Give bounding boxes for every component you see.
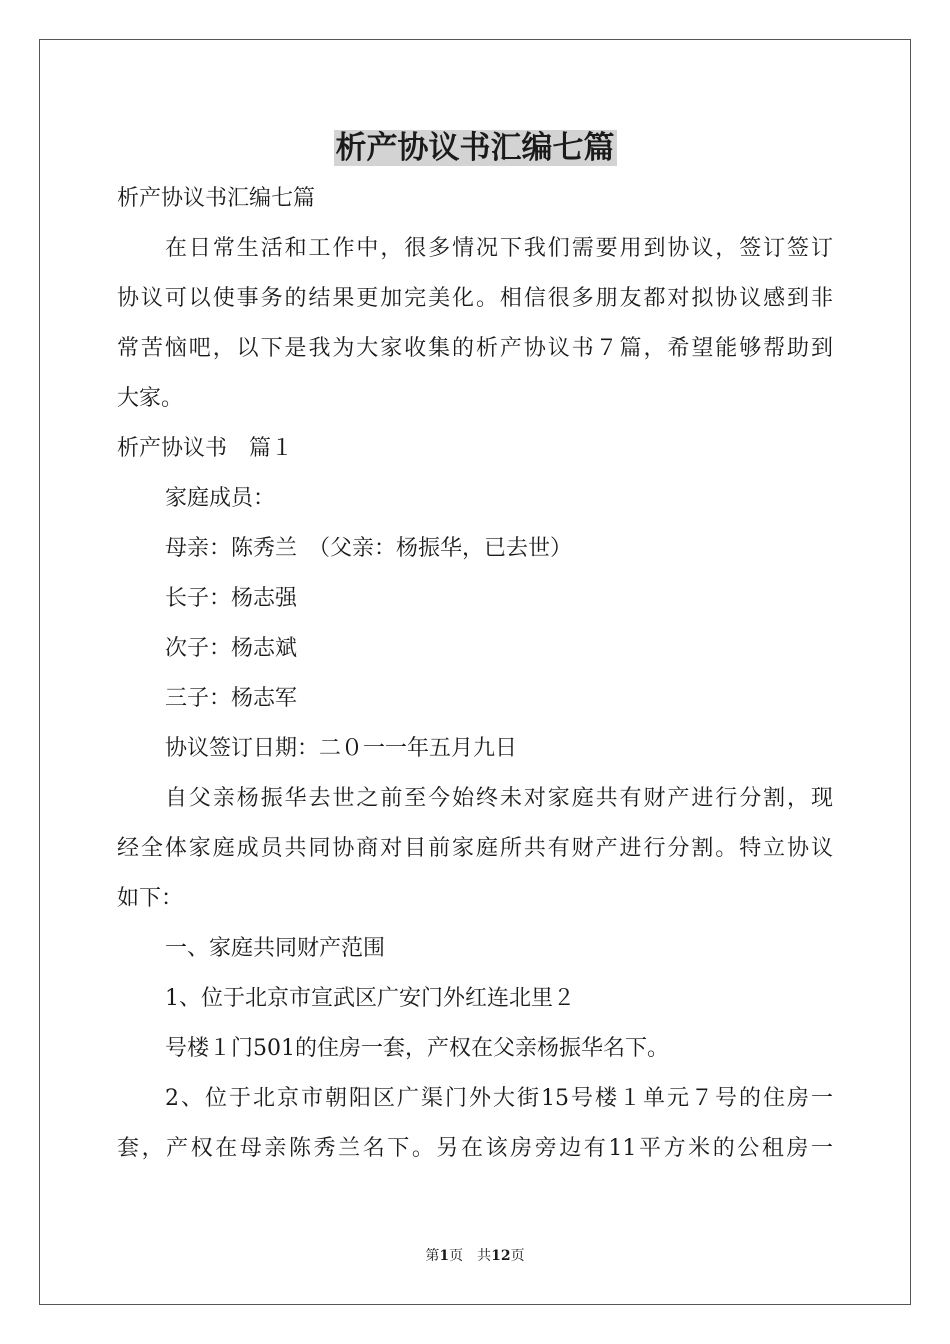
- intro-line-3: 常苦恼吧，以下是我为大家收集的析产协议书７篇，希望能够帮助到: [117, 336, 833, 361]
- document-title-text: 析产协议书汇编七篇: [335, 130, 615, 166]
- footer-middle: 页 共: [449, 1248, 492, 1264]
- intro-line-2: 协议可以使事务的结果更加完美化。相信很多朋友都对拟协议感到非: [117, 286, 833, 311]
- page-border: [39, 39, 911, 1305]
- paragraph-line-2: 经全体家庭成员共同协商对目前家庭所共有财产进行分割。特立协议: [117, 836, 833, 861]
- current-page-number: 1: [439, 1248, 450, 1264]
- document-subtitle: 析产协议书汇编七篇: [117, 186, 316, 211]
- property-scope-heading: 一、家庭共同财产范围: [165, 936, 386, 961]
- property-item-1-line-1: 1、位于北京市宣武区广安门外红连北里２: [165, 986, 575, 1011]
- paragraph-line-3: 如下：: [117, 886, 184, 911]
- page-footer: [0, 1246, 950, 1266]
- property-item-2-line-2: 套，产权在母亲陈秀兰名下。另在该房旁边有11平方米的公租房一: [117, 1136, 833, 1161]
- member-mother: 母亲：陈秀兰 （父亲：杨振华，已去世）: [165, 536, 573, 561]
- property-item-1-line-2: 号楼１门501的住房一套，产权在父亲杨振华名下。: [165, 1036, 669, 1061]
- paragraph-line-1: 自父亲杨振华去世之前至今始终未对家庭共有财产进行分割，现: [165, 786, 833, 811]
- total-page-count: 12: [491, 1248, 511, 1264]
- member-second-son: 次子：杨志斌: [165, 636, 298, 661]
- document-title: [0, 126, 950, 170]
- property-item-2-line-1: 2、位于北京市朝阳区广渠门外大街15号楼１单元７号的住房一: [165, 1086, 833, 1111]
- agreement-sign-date: 协议签订日期：二０一一年五月九日: [165, 736, 518, 761]
- section-heading: 析产协议书 篇１: [117, 436, 294, 461]
- member-third-son: 三子：杨志军: [165, 686, 298, 711]
- intro-line-1: 在日常生活和工作中，很多情况下我们需要用到协议，签订签订: [165, 236, 833, 261]
- footer-suffix: 页: [510, 1248, 525, 1264]
- member-eldest-son: 长子：杨志强: [165, 586, 298, 611]
- intro-line-4: 大家。: [117, 386, 184, 411]
- footer-prefix: 第: [425, 1248, 440, 1264]
- family-members-label: 家庭成员：: [165, 486, 276, 511]
